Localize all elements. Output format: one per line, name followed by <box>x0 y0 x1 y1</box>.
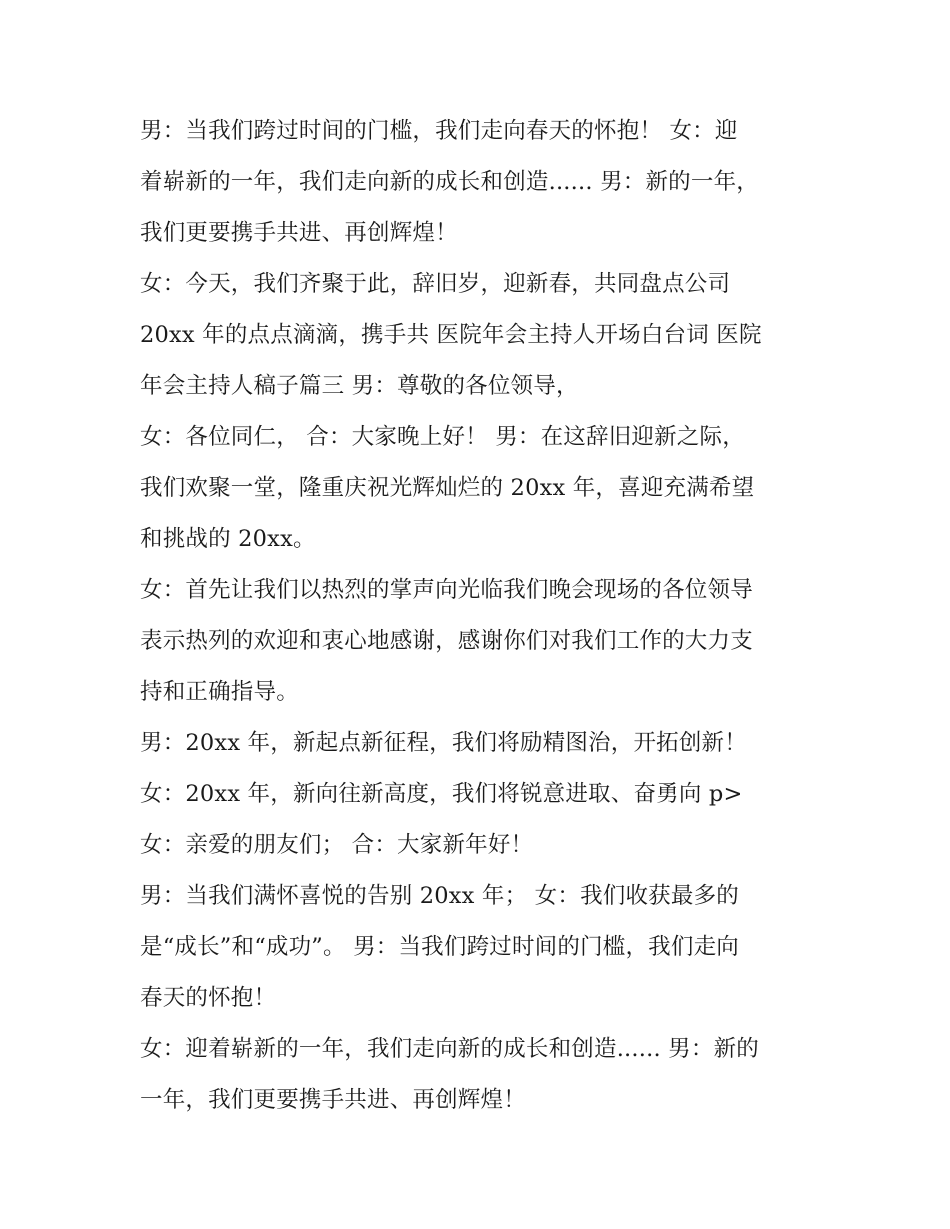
text-line: 女：首先让我们以热烈的掌声向光临我们晚会现场的各位领导 <box>140 577 753 603</box>
text-line: 女：今天，我们齐聚于此，辞旧岁，迎新春，共同盘点公司 <box>140 271 731 297</box>
text-line: 表示热列的欢迎和衷心地感谢，感谢你们对我们工作的大力支 <box>140 628 753 654</box>
text-line: 持和正确指导。 <box>140 679 299 705</box>
text-line: 我们更要携手共进、再创辉煌！ <box>140 220 458 246</box>
text-line: 女：亲爱的朋友们； 合：大家新年好！ <box>140 832 534 858</box>
text-line: 男：当我们跨过时间的门槛，我们走向春天的怀抱！ 女：迎 <box>140 118 738 144</box>
text-line: 着崭新的一年，我们走向新的成长和创造...... 男：新的一年， <box>140 169 759 195</box>
text-line: 年会主持人稿子篇三 男：尊敬的各位领导， <box>140 373 579 399</box>
text-line: 我们欢聚一堂，隆重庆祝光辉灿烂的 20xx 年，喜迎充满希望 <box>140 475 755 501</box>
text-line: 男：20xx 年，新起点新征程，我们将励精图治，开拓创新！ <box>140 730 747 756</box>
document-body <box>140 106 830 1126</box>
text-line: 和挑战的 20xx。 <box>140 526 316 552</box>
text-line: 女：迎着崭新的一年，我们走向新的成长和创造...... 男：新的 <box>140 1036 759 1062</box>
text-line: 一年，我们更要携手共进、再创辉煌！ <box>140 1087 526 1113</box>
text-line: 女：各位同仁， 合：大家晚上好！ 男：在这辞旧迎新之际， <box>140 424 745 450</box>
text-line: 是“成长”和“成功”。 男：当我们跨过时间的门槛，我们走向 <box>140 934 739 960</box>
text-line: 女：20xx 年，新向往新高度，我们将锐意进取、奋勇向 p> <box>140 781 743 807</box>
text-line: 春天的怀抱！ <box>140 985 277 1011</box>
text-line: 男：当我们满怀喜悦的告别 20xx 年； 女：我们收获最多的 <box>140 883 739 909</box>
text-line: 20xx 年的点点滴滴，携手共 医院年会主持人开场白台词 医院 <box>140 322 762 348</box>
